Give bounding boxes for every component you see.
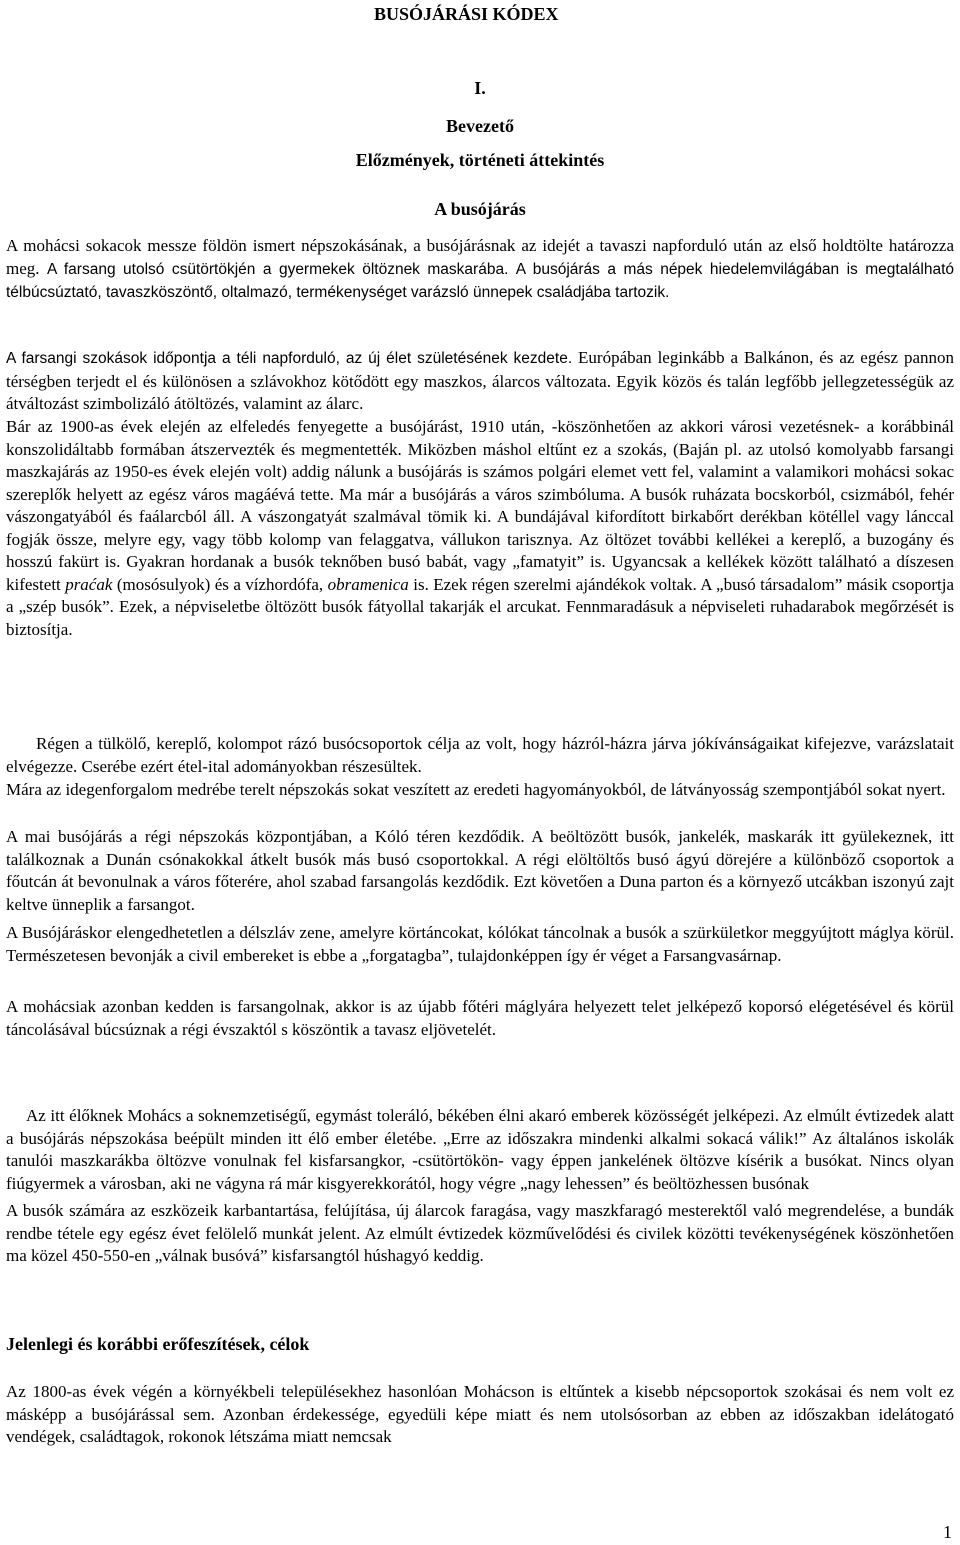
paragraph-1-text-c: A busójárás a más népek hiedelemvilágában is megtalálható télbúcsúztató, tavaszköszöntő, oltalmazó, termékenységet varázsló ünnepek családjába tartozik. [6,260,954,301]
history-heading: Előzmények, történeti áttekintés [355,150,605,170]
busojaras-heading: A busójárás [434,199,526,219]
paragraph-9: Az itt élőknek Mohács a soknemzetiségű, egymást toleráló, békében élni akaró emberek közösségét jelképezi. Az elmúlt évtizedek alatt a busójárás népszokása beépült minden itt élő ember életébe. „Erre az időszakra mindenki alkalmi sokacá válik!” Az általános iskolák tanulói maszkarákba öltözve vonulnak fel kisfarsangkor, -csütörtökön- vagy éppen jankelének öltözve kísérik a busókat. Nincs olyan fiúgyermek a városban, aki ne vágyna rá már kisgyerekkorától, hogy végre „nagy lehessen” és beöltözhessen busónak [6,1106,954,1193]
intro-heading: Bevezető [446,116,514,136]
paragraph-10: A busók számára az eszközeik karbantartása, felújítása, új álarcok faragása, vagy maszkfaragó mesterektől való megrendelése, a bundák rendbe tétele egy egész évet felölelő munkát jelent. Az elmúlt évtizedek közművelődési és civilek közötti tevékenységének köszönhetően ma közel 450-550-en „válnak busóvá” kisfarsangtól húshagyó keddig. [6,1201,954,1265]
paragraph-3-text-a: Bár az 1900-as évek elején az elfeledés fenyegette a busójárást, 1910 után, -köszönhetően az akkori városi vezetésnek- a korábbinál konszolidáltabb formában átszervezték és megmentették. Miközben máshol eltűnt ez a szokás, (Baján pl. az utolsó komolyabb farsangi maszkajárás az 1950-es évek elején volt) addig nálunk a busójárás is számos polgári elemet vett fel, valamint a valamikori mohácsi sokac szereplők helyett az egész város magáévá tette. Ma már a busójárás a város szimbóluma. A busók ruházata bocskorból, csizmából, fehér vászongatyából és faálarcból áll. A vászongatyát szalmával tömik ki. A bundájával kifordított birkabőrt derékban kötéllel vagy lánccal fogják össze, melyre egy, vagy több kolomp van felaggatva, vállukon tarisznya. Az öltözet további kellékei a kereplő, a buzogány és hosszú fakürt is. Gyakran hordanak a busók teknőben busó babát, vagy „famatyit” is. Ugyancsak a kellékek között található a díszesen kifestett [6,417,954,594]
paragraph-4: Régen a tülkölő, kereplő, kolompot rázó busócsoportok célja az volt, hogy házról-házra járva jókívánságaikat kifejezve, varázslatait elvégezze. Cserébe ezért étel-ital adományokban részesültek. [6,734,954,776]
paragraph-3-text-c: is. Ezek régen szerelmi ajándékok voltak. A „busó társadalom” másik csoportja a „szép busók”. Ezek, a népviseletbe öltözött busók fátyollal takarják el arcukat. Fennmaradásuk a népviseleti ruhadarabok megőrzését is biztosítja. [6,574,955,639]
paragraph-2 [6,347,954,416]
paragraph-1-text-b: A farsang utolsó csütörtökjén a gyermekek öltöznek maskarába. [46,260,509,278]
paragraph-5: Mára az idegenforgalom medrébe terelt népszokás sokat veszített az eredeti hagyományokból, de látványosság szempontjából sokat nyert. [6,780,946,799]
paragraph-1 [6,235,954,305]
paragraph-7: A Busójáráskor elengedhetetlen a délszláv zene, amelyre körtáncokat, kólókat táncolnak a busók a szürkületkor meggyújtott máglya körül. Természetesen bevonják a civil embereket is ebbe a „forgatagba”, tulajdonképpen így ér véget a Farsangvasárnap. [6,923,954,965]
paragraph-6: A mai busójárás a régi népszokás központjában, a Kóló téren kezdődik. A beöltözött busók, jankelék, maskarák itt gyülekeznek, itt találkoznak a Dunán csónakokkal átkelt busók más busó csoportokkal. A régi elöltöltős busó ágyú dörejére a különböző csoportok a főutcán át bevonulnak a város főterére, ahol szabad farsangolás kezdődik. Ezt követően a Duna parton és a környező utcákban iszonyú zajt keltve ünneplik a farsangot. [6,827,954,914]
paragraph-2-text-a: A farsangi szokások időpontja a téli napforduló, az új élet születésének kezdete. [6,350,573,367]
section-2-heading: Jelenlegi és korábbi erőfeszítések, célok [6,1334,310,1354]
document-title: BUSÓJÁRÁSI KÓDEX [374,4,559,24]
paragraph-3-text-b: (mosósulyok) és a vízhordófa, [112,574,328,594]
page-number: 1 [943,1522,952,1542]
pracak-term: praćak [65,574,113,594]
paragraph-11: Az 1800-as évek végén a környékbeli településekhez hasonlóan Mohácson is eltűntek a kisebb népcsoportok szokásai és nem volt ez másképp a busójárással sem. Azonban érdekessége, egyedüli képe miatt és nem utolsósorban az ebben az időszakban idelátogató vendégek, családtagok, rokonok létszáma miatt nemcsak [6,1382,954,1446]
obramenica-term: obramenica [327,574,409,594]
section-number: I. [474,78,486,98]
paragraph-2-text-b: Európában leginkább a Balkánon, és az egész pannon térségben terjedt el és különösen a szlávokhoz kötődött egy maszkos, álarcos változata. Egyik közös és talán legfőbb jellegzetességük az átváltozást szimbolizáló átöltözés, valamint az álarc. [6,348,955,413]
paragraph-1-text-a: A mohácsi sokacok messze földön ismert népszokásának, a busójárásnak az idejét a tavaszi napforduló után az első holdtölte határozza meg. [6,236,954,278]
paragraph-8: A mohácsiak azonban kedden is farsangolnak, akkor is az újabb főtéri máglyára helyezett telet jelképező koporsó elégetésével és körül táncolásával búcsúznak a régi évszaktól s köszöntik a tavasz eljövetelét. [6,997,954,1039]
paragraph-3 [6,416,954,641]
